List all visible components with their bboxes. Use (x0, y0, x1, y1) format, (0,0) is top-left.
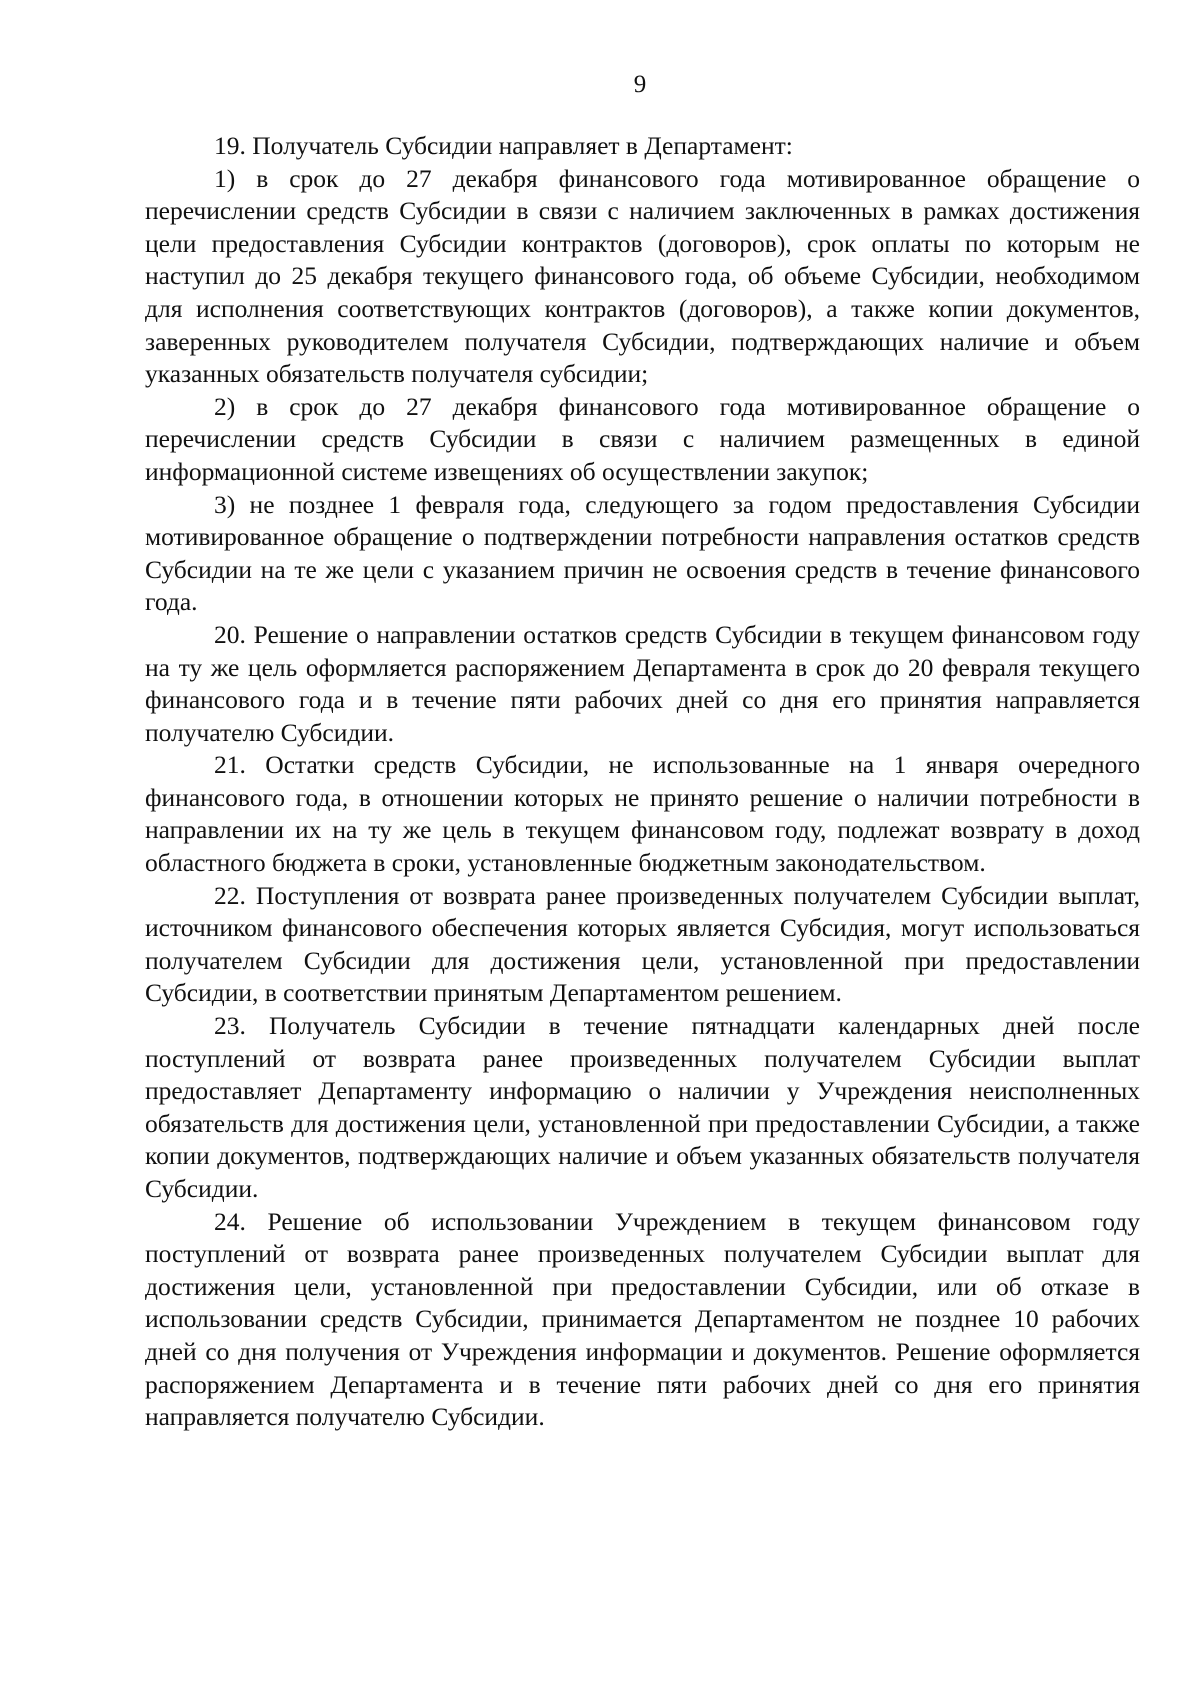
paragraph-24: 24. Решение об использовании Учреждением в текущем финансовом году поступлений от возврата ранее произведенных получателем Субсидии выплат для достижения цели, установленной при предоставлении Субсидии, или об отказе в использовании средств Субсидии, принимается Департаментом не позднее 10 рабочих дней со дня получения от Учреждения информации и документов. Решение оформляется распоряжением Департамента и в течение пяти рабочих дней со дня его принятия направляется получателю Субсидии. (145, 1206, 1140, 1432)
page-number: 9 (633, 71, 647, 98)
paragraph-22: 22. Поступления от возврата ранее произведенных получателем Субсидии выплат, источником финансового обеспечения которых является Субсидия, могут использоваться получателем Субсидии для достижения цели, установленной при предоставлении Субсидии, в соответствии принятым Департаментом решением. (145, 880, 1140, 1008)
paragraph-19-item-3: 3) не позднее 1 февраля года, следующего за годом предоставления Субсидии мотивированное обращение о подтверждении потребности направления остатков средств Субсидии на те же цели с указанием причин не освоения средств в течение финансового года. (145, 489, 1140, 617)
document-body (145, 130, 1140, 1434)
paragraph-21: 21. Остатки средств Субсидии, не использованные на 1 января очередного финансового года, в отношении которых не принято решение о наличии потребности в направлении их на ту же цель в текущем финансовом году, подлежат возврату в доход областного бюджета в сроки, установленные бюджетным законодательством. (145, 750, 1140, 878)
paragraph-20: 20. Решение о направлении остатков средств Субсидии в текущем финансовом году на ту же цель оформляется распоряжением Департамента в срок до 20 февраля текущего финансового года и в течение пяти рабочих дней со дня его принятия направляется получателю Субсидии. (145, 619, 1140, 747)
paragraph-19-item-1: 1) в срок до 27 декабря финансового года мотивированное обращение о перечислении средств Субсидии в связи с наличием заключенных в рамках достижения цели предоставления Субсидии контрактов (договоров), срок оплаты по которым не наступил до 25 декабря текущего финансового года, об объеме Субсидии, необходимом для исполнения соответствующих контрактов (договоров), а также копии документов, заверенных руководителем получателя Субсидии, подтверждающих наличие и объем указанных обязательств получателя субсидии; (145, 163, 1140, 389)
paragraph-19-item-2: 2) в срок до 27 декабря финансового года мотивированное обращение о перечислении средств Субсидии в связи с наличием размещенных в единой информационной системе извещениях об осуществлении закупок; (145, 391, 1140, 486)
paragraph-23: 23. Получатель Субсидии в течение пятнадцати календарных дней после поступлений от возврата ранее произведенных получателем Субсидии выплат предоставляет Департаменту информацию о наличии у Учреждения неисполненных обязательств для достижения цели, установленной при предоставлении Субсидии, а также копии документов, подтверждающих наличие и объем указанных обязательств получателя Субсидии. (145, 1011, 1140, 1203)
paragraph-19: 19. Получатель Субсидии направляет в Департамент: (214, 131, 793, 160)
